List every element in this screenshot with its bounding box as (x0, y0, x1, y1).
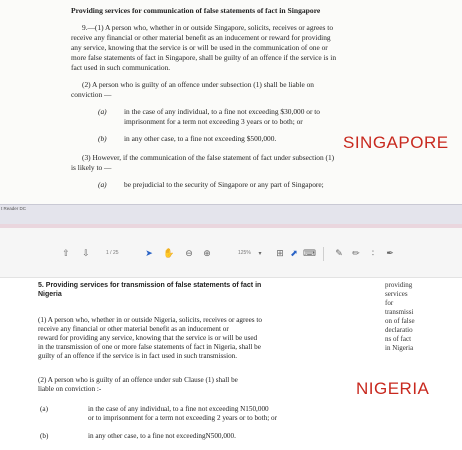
ng-para-b-text: in any other case, to a fine not exceedingN500,000. (88, 432, 236, 440)
page-up-icon[interactable]: ⇧ (62, 249, 70, 259)
zoom-out-icon[interactable]: ⊖ (185, 249, 193, 259)
fit-page-icon[interactable]: ⊞ (276, 249, 284, 259)
pdf-toolbar (0, 228, 462, 278)
sg-para-c-label: (a) (98, 180, 107, 189)
sg-para-a-line: in the case of any individual, to a fine not exceeding $30,000 or to (124, 107, 321, 116)
ng-s1-line: reward for providing any service, knowing that the service is or will be used (38, 334, 258, 342)
side-note-line: in Nigeria (385, 344, 414, 352)
sg-section-heading: Providing services for communication of false statements of fact in Singapore (71, 6, 321, 15)
chevron-down-icon[interactable]: ▾ (258, 250, 262, 257)
side-note-line: ns of fact (385, 335, 412, 343)
pen-icon[interactable]: ✏ (352, 249, 360, 259)
side-note-line: for (385, 299, 394, 307)
highlight-icon[interactable]: ∶ (371, 249, 375, 259)
ng-s1-line: guilty of an offence if the service is in fact used in such transmission. (38, 352, 238, 360)
app-name: t Reader DC (1, 206, 27, 211)
keyboard-icon[interactable]: ⌨ (303, 249, 316, 259)
sign-icon[interactable]: ✒ (386, 249, 394, 259)
singapore-document-panel (0, 0, 462, 204)
window-title-strip (0, 204, 462, 228)
ng-s1-line: in the transmission of one or more false statements of fact in Nigeria, shall be (38, 343, 261, 351)
select-cursor-icon[interactable]: ➤ (145, 249, 153, 259)
sg-s1-line: more false statements of fact in Singapore, shall be guilty of an offence if the service is in (71, 53, 337, 62)
ng-section-heading: 5. Providing services for transmission of false statements of fact in (38, 282, 262, 289)
ng-section-heading: Nigeria (38, 291, 62, 298)
sg-para-b-text: in any other case, to a fine not exceeding $500,000. (124, 134, 277, 143)
side-note-line: providing (385, 281, 413, 289)
ng-s2-line: (2) A person who is guilty of an offence under sub Clause (1) shall be (38, 376, 238, 384)
sg-s2-line: (2) A person who is guilty of an offence under subsection (1) shall be liable on (82, 80, 314, 89)
nigeria-document-panel (0, 278, 462, 450)
sg-para-b-label: (b) (98, 134, 107, 143)
sg-s3-line: is likely to — (71, 163, 112, 172)
page-indicator[interactable]: 1 / 25 (106, 250, 119, 256)
page-down-icon[interactable]: ⇩ (82, 249, 90, 259)
sg-para-a-label: (a) (98, 107, 107, 116)
zoom-level[interactable]: 125% (238, 250, 251, 256)
sg-para-c-text: be prejudicial to the security of Singapore or any part of Singapore; (124, 180, 324, 189)
toolbar-divider (323, 247, 324, 261)
ng-s1-line: (1) A person who, whether in or outside Nigeria, solicits, receives or agrees to (38, 316, 262, 324)
sg-s3-line: (3) However, if the communication of the false statement of fact under subsection (1) (82, 153, 335, 162)
zoom-in-icon[interactable]: ⊕ (203, 249, 211, 259)
ng-para-a-line: or to imprisonment for a term not exceeding 2 years or to both; or (88, 414, 278, 422)
ng-s2-line: liable on conviction :- (38, 385, 102, 393)
nigeria-label: NIGERIA (356, 379, 430, 398)
sg-s1-line: any service, knowing that the service is or will be used in the communication of one or (71, 43, 328, 52)
sg-s2-line: conviction — (71, 90, 112, 99)
hand-tool-icon[interactable]: ✋ (163, 249, 175, 259)
ng-para-a-line: in the case of any individual, to a fine not exceeding N150,000 (88, 405, 269, 413)
sg-para-a-line: imprisonment for a term not exceeding 3 years or to both; or (124, 117, 303, 126)
comment-icon[interactable]: ✎ (335, 249, 343, 259)
sg-s1-line: fact used in such communication. (71, 63, 171, 72)
ng-s1-line: receive any financial or other material benefit as an inducement or (38, 325, 229, 333)
sg-s1-line: 9.—(1) A person who, whether in or outside Singapore, solicits, receives or agrees to (82, 23, 334, 32)
sg-s1-line: receive any financial or other material benefit as an inducement or reward for providing (71, 33, 331, 42)
side-note-line: transmissi (385, 308, 414, 316)
side-note-line: declaratio (385, 326, 413, 334)
side-note-line: on of false (385, 317, 415, 325)
marquee-zoom-icon[interactable]: ⬈ (290, 249, 298, 259)
singapore-label: SINGAPORE (343, 133, 449, 152)
ng-para-a-label: (a) (40, 405, 48, 413)
side-note-line: services (385, 290, 408, 298)
ng-para-b-label: (b) (40, 432, 49, 440)
